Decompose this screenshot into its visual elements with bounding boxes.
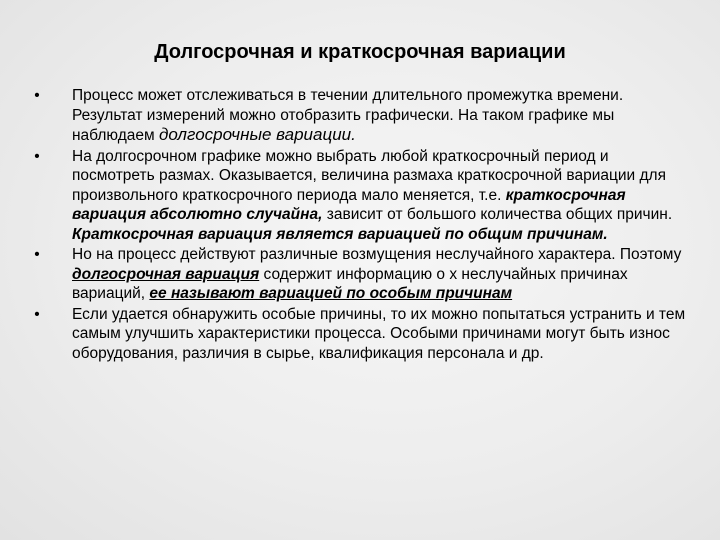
bullet-text: зависит от большого количества общих причин. bbox=[322, 206, 673, 223]
bullet-list bbox=[30, 86, 690, 364]
bullet-text: Если удается обнаружить особые причины, то их можно попытаться устранить и тем самым улучшить характеристики процесса. Особыми причинами могут быть износ оборудования, различия в сырье, квалификация персонала и др. bbox=[72, 305, 686, 362]
bullet-emphasis: Краткосрочная вариация является вариацией по общим причинам. bbox=[72, 225, 608, 243]
bullet-text: На долгосрочном графике можно выбрать любой краткосрочный период и посмотреть размах. Оказывается, величина размаха краткосрочной вариации для произвольного краткосрочного периода мало меняется, т.е. bbox=[72, 147, 666, 204]
bullet-emphasis: краткосрочная вариация абсолютно случайна, bbox=[72, 186, 626, 223]
bullet-marker: • bbox=[34, 87, 40, 104]
bullet-text: Но на процесс действуют различные возмущения неслучайного характера. Поэтому bbox=[72, 246, 682, 263]
bullet-item-1 bbox=[30, 86, 690, 146]
bullet-marker: • bbox=[34, 246, 40, 263]
bullet-item-4 bbox=[30, 305, 690, 364]
bullet-item-2 bbox=[30, 147, 690, 245]
bullet-text: Процесс может отслеживаться в течении длительного промежутка времени. Результат измерений можно отобразить графически. На таком графике мы наблюдаем bbox=[72, 87, 624, 144]
slide-title: Долгосрочная и краткосрочная вариации bbox=[154, 41, 566, 63]
bullet-marker: • bbox=[34, 147, 40, 165]
bullet-marker: • bbox=[34, 305, 40, 323]
bullet-emphasis: ее называют вариацией по особым причинам bbox=[149, 285, 513, 302]
bullet-emphasis: долгосрочная вариация bbox=[72, 265, 260, 283]
bullet-item-3 bbox=[30, 245, 690, 304]
bullet-emphasis: долгосрочные вариации. bbox=[158, 125, 356, 144]
bullet-text: содержит информацию о х неслучайных причинах вариаций, bbox=[72, 265, 628, 302]
